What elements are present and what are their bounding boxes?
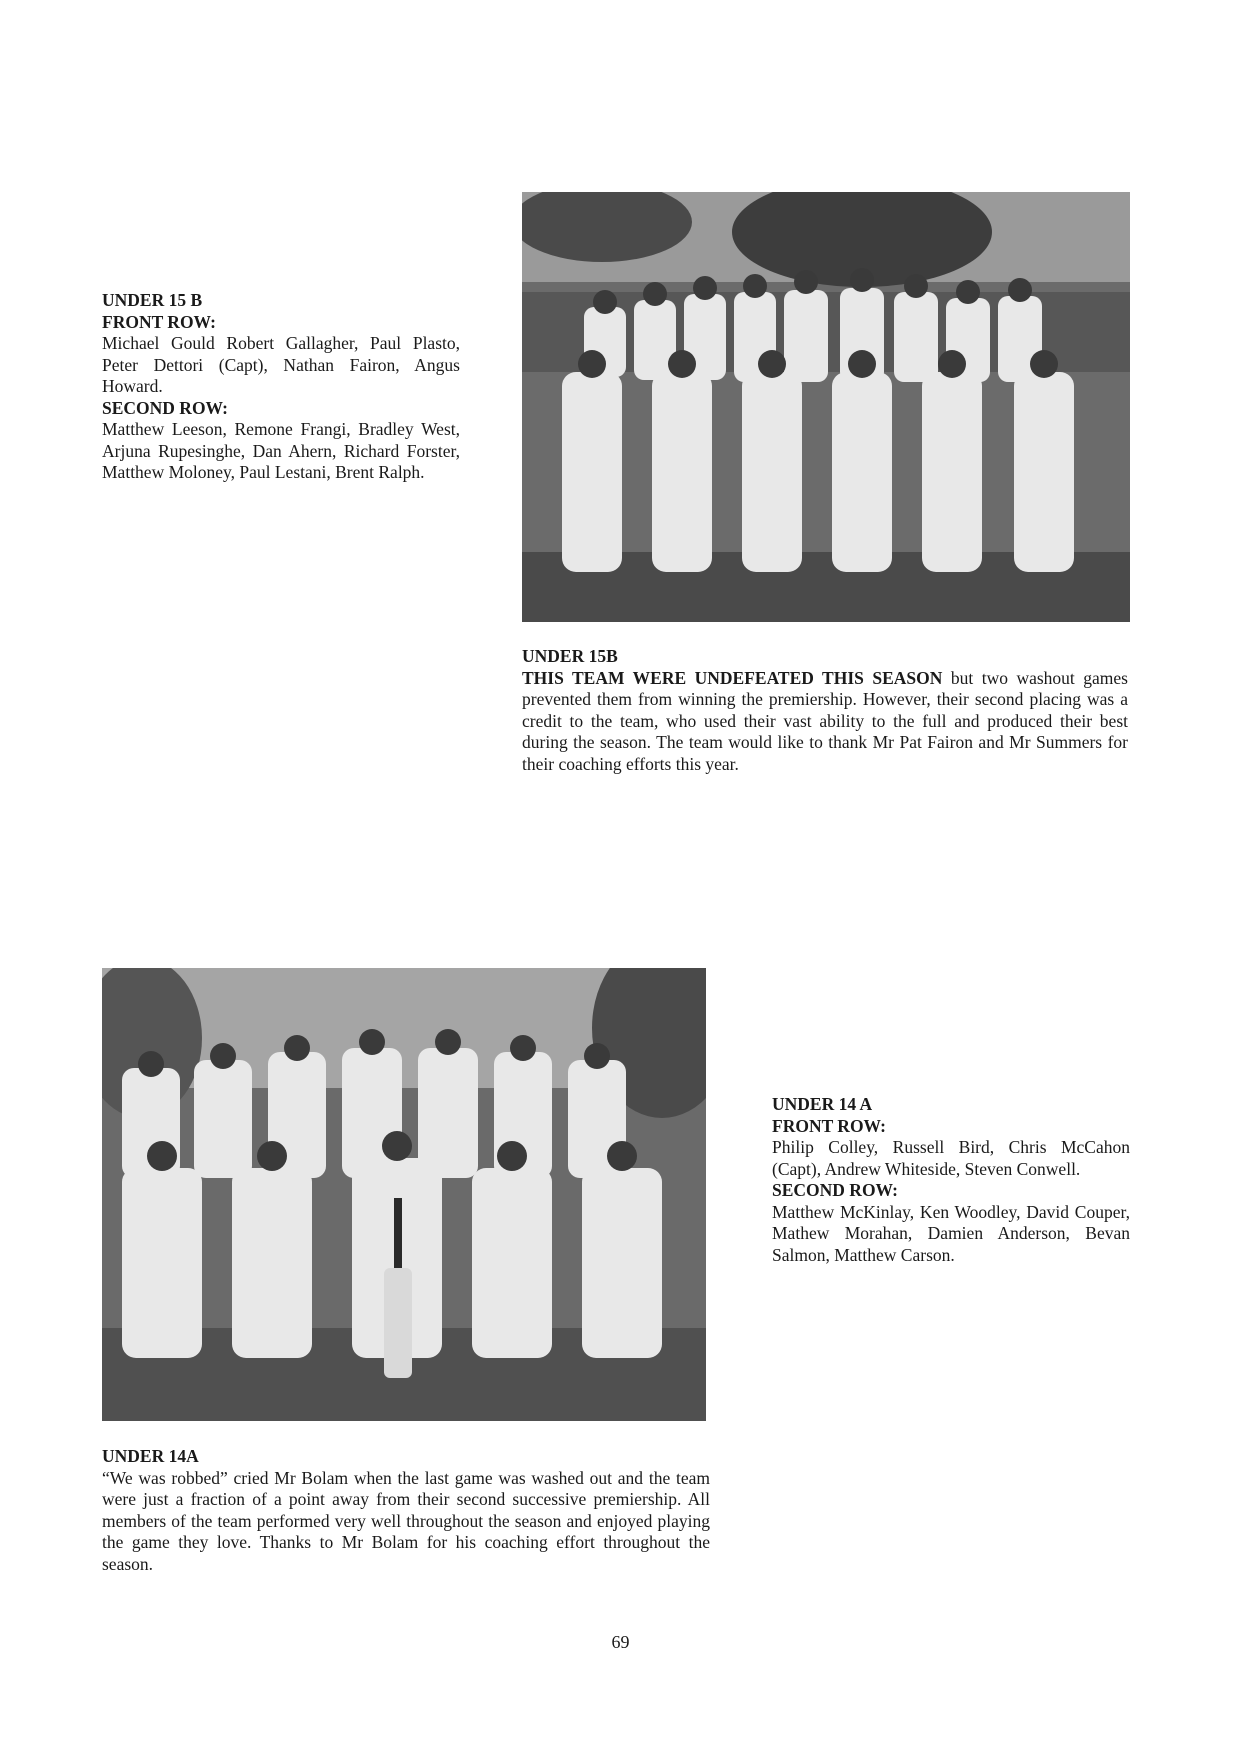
- u14a-front-row-names: Philip Colley, Russell Bird, Chris McCahon (Capt), Andrew Whiteside, Steven Conwell.: [772, 1137, 1130, 1179]
- u14a-report-title: UNDER 14A: [102, 1446, 199, 1466]
- u14a-roster: [772, 1094, 1130, 1266]
- u15b-photo-graphic: [522, 192, 1130, 622]
- u15b-front-row-label: FRONT ROW:: [102, 311, 216, 332]
- u15b-report-text: but two washout games prevented them from winning the premiership. However, their second placing was a credit to the team, who used their vast ability to the full and produced their best during the season. The team would like to thank Mr Pat Fairon and Mr Summers for their coaching efforts this year.: [522, 667, 1128, 774]
- u14a-team-photo: [102, 968, 706, 1421]
- u14a-photo-graphic: [102, 968, 706, 1421]
- u15b-front-row-names: Michael Gould Robert Gallagher, Paul Plasto, Peter Dettori (Capt), Nathan Fairon, Angus Howard.: [102, 333, 460, 396]
- u15b-roster-title: UNDER 15 B: [102, 290, 203, 310]
- u15b-second-row-label: SECOND ROW:: [102, 397, 228, 418]
- u14a-roster-title: UNDER 14 A: [772, 1094, 873, 1114]
- u14a-front-row-label: FRONT ROW:: [772, 1115, 886, 1136]
- u15b-report-lead: THIS TEAM WERE UNDEFEATED THIS SEASON: [522, 667, 943, 688]
- u15b-roster: [102, 290, 460, 484]
- u15b-report-title: UNDER 15B: [522, 646, 618, 666]
- u15b-second-row-names: Matthew Leeson, Remone Frangi, Bradley West, Arjuna Rupesinghe, Dan Ahern, Richard Forster, Matthew Moloney, Paul Lestani, Brent Ralph.: [102, 419, 460, 482]
- u15b-report-body: [522, 668, 1128, 776]
- u14a-second-row-label: SECOND ROW:: [772, 1180, 898, 1200]
- u14a-second-row-names: Matthew McKinlay, Ken Woodley, David Couper, Mathew Morahan, Damien Anderson, Bevan Salmon, Matthew Carson.: [772, 1201, 1130, 1265]
- page-number: 69: [611, 1632, 630, 1652]
- u15b-report: [522, 646, 1128, 775]
- u14a-report-body: “We was robbed” cried Mr Bolam when the last game was washed out and the team were just a fraction of a point away from their second successive premiership. All members of the team performed very well throughout the season and enjoyed playing the game they love. Thanks to Mr Bolam for his coaching effort throughout the season.: [102, 1467, 710, 1574]
- u14a-report: [102, 1446, 710, 1575]
- u15b-team-photo: [522, 192, 1130, 622]
